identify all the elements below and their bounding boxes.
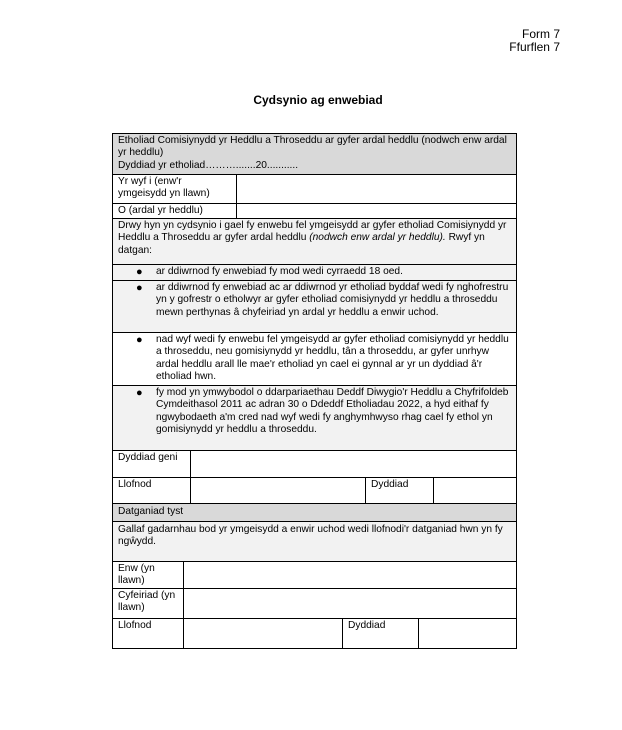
candidate-name-row xyxy=(113,175,516,204)
witness-signature-field[interactable] xyxy=(183,619,342,648)
consent-declare: Rwyf yn datgan: xyxy=(118,232,485,256)
bullet-icon: ● xyxy=(136,387,143,399)
consent-text: Drwy hyn yn cydsynio i gael fy enwebu fel ymgeisydd ar gyfer etholiad Comisiynydd yr Heddlu a Throseddu ar gyfer ardal heddlu xyxy=(118,220,507,244)
witness-date-field[interactable] xyxy=(418,619,516,648)
police-area-row xyxy=(113,204,516,219)
declaration-text: ar ddiwrnod fy enwebiad fy mod wedi cyrraedd 18 oed. xyxy=(156,266,403,277)
form-number xyxy=(509,28,560,54)
election-title: Etholiad Comisiynydd yr Heddlu a Throseddu ar gyfer ardal heddlu (nodwch enw ardal yr heddlu) xyxy=(118,135,507,159)
candidate-name-field[interactable] xyxy=(236,175,516,203)
candidate-signature-field[interactable] xyxy=(190,478,365,503)
consent-form xyxy=(112,133,517,649)
bullet-icon: ● xyxy=(136,282,143,294)
candidate-name-label: Yr wyf i (enw'r ymgeisydd yn llawn) xyxy=(118,176,210,200)
witness-heading-text: Datganiad tyst xyxy=(118,506,184,517)
police-area-label: O (ardal yr heddlu) xyxy=(118,205,203,216)
witness-signature-label: Llofnod xyxy=(118,620,152,631)
witness-statement xyxy=(113,522,516,562)
bullet-icon: ● xyxy=(136,334,143,346)
form-number-en: Form 7 xyxy=(521,27,560,41)
date-of-birth-field[interactable] xyxy=(190,451,516,477)
election-header xyxy=(113,134,516,175)
candidate-signature-row xyxy=(113,478,516,504)
witness-name-field[interactable] xyxy=(183,562,516,588)
witness-name-row xyxy=(113,562,516,589)
witness-date-label: Dyddiad xyxy=(342,619,418,648)
election-date: Dyddiad yr etholiad……….......20........... xyxy=(118,159,299,171)
consent-statement xyxy=(113,219,516,265)
witness-address-field[interactable] xyxy=(183,589,516,618)
form-number-cy: Ffurflen 7 xyxy=(509,40,560,54)
declaration-text: nad wyf wedi fy enwebu fel ymgeisydd ar gyfer etholiad comisiynydd yr heddlu a throseddu, neu gomisiynydd yr heddlu, tân a throseddu, ar gyfer unrhyw ardal heddlu arall lle mae'r etholiad yn cael ei gynnal ar yr un dyddiad â'r etholiad hwn. xyxy=(156,334,509,382)
police-area-field[interactable] xyxy=(236,204,516,218)
witness-name-label: Enw (yn llawn) xyxy=(118,563,155,587)
witness-address-label: Cyfeiriad (yn llawn) xyxy=(118,590,176,614)
witness-signature-row xyxy=(113,619,516,648)
bullet-icon: ● xyxy=(136,266,143,278)
declaration-text: fy mod yn ymwybodol o ddarpariaethau Deddf Diwygio'r Heddlu a Chyfrifoldeb Cymdeithasol 2011 ac adran 30 o Ddeddf Etholiadau 2022, a hyd eithaf fy ngwybodaeth a'm cred nad wyf wedi fy anghymhwyso rhag cael fy ethol yn gomisiynydd yr heddlu a throseddu. xyxy=(156,387,509,435)
witness-statement-text: Gallaf gadarnhau bod yr ymgeisydd a enwir uchod wedi llofnodi'r datganiad hwn yn fy ngŵydd. xyxy=(118,524,503,548)
declaration-item xyxy=(113,265,516,281)
date-of-birth-row xyxy=(113,451,516,478)
candidate-signature-label: Llofnod xyxy=(118,479,152,490)
declaration-item xyxy=(113,333,516,386)
candidate-date-field[interactable] xyxy=(433,478,516,503)
witness-heading xyxy=(113,504,516,522)
page-title: Cydsynio ag enwebiad xyxy=(253,93,383,107)
declaration-item xyxy=(113,281,516,333)
witness-address-row xyxy=(113,589,516,619)
consent-area-note: (nodwch enw ardal yr heddlu). xyxy=(309,232,446,244)
date-of-birth-label: Dyddiad geni xyxy=(118,452,178,463)
declaration-text: ar ddiwrnod fy enwebiad ac ar ddiwrnod yr etholiad byddaf wedi fy nghofrestru yn y gofrestr o etholwyr ar gyfer etholiad comisiynydd yr heddlu a throseddu mewn perthynas â chyfeiriad yn ardal yr heddlu a enwir uchod. xyxy=(156,282,509,318)
candidate-date-label: Dyddiad xyxy=(365,478,433,503)
declaration-item xyxy=(113,386,516,451)
